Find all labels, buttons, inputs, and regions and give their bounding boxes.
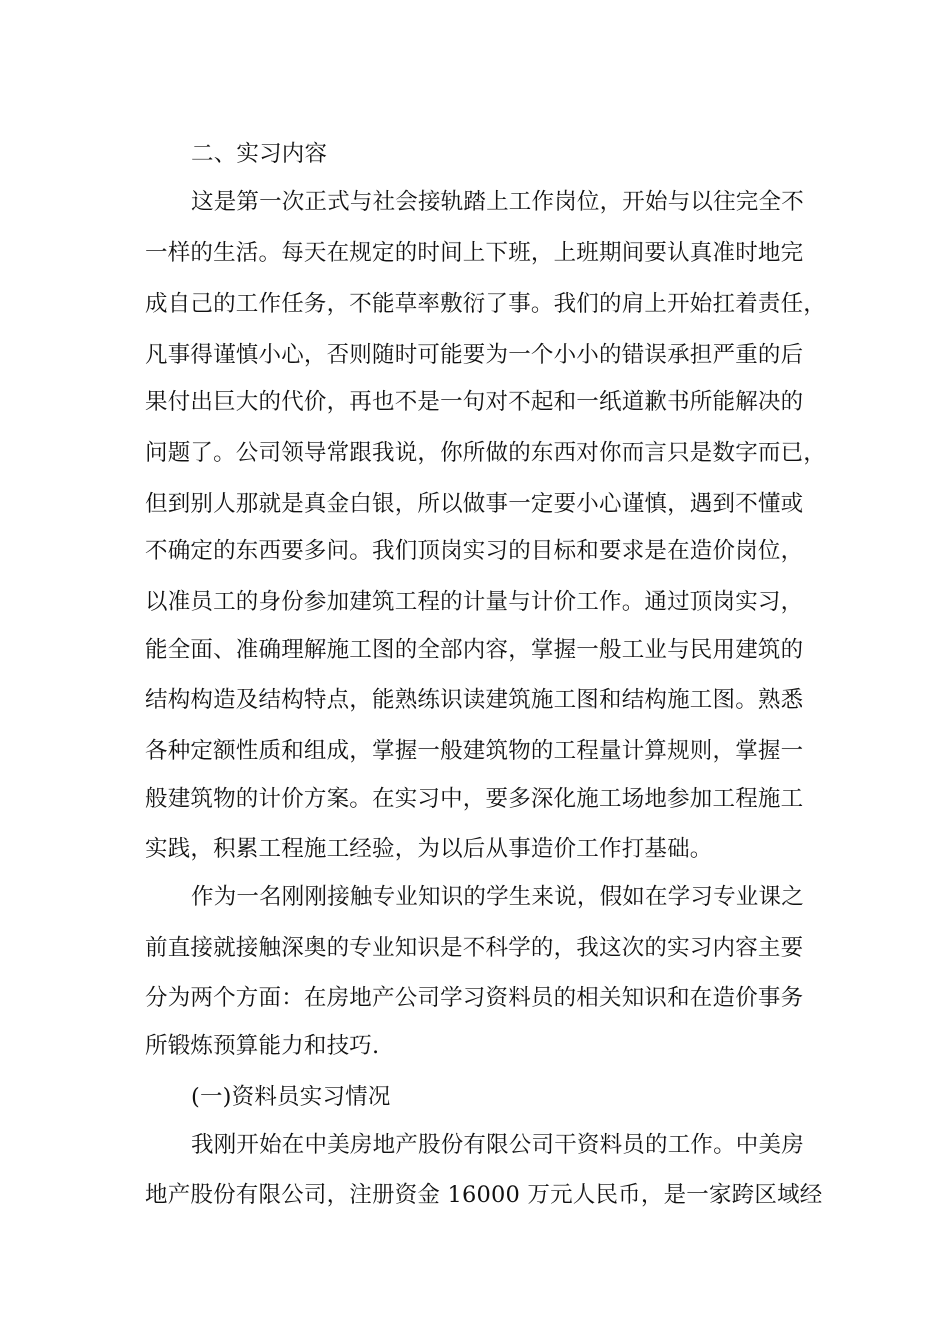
paragraph-line: 地产股份有限公司，注册资金 16000 万元人民币，是一家跨区域经 <box>145 1182 823 1208</box>
paragraph-line: 问题了。公司领导常跟我说，你所做的东西对你而言只是数字而已， <box>145 440 827 466</box>
paragraph-line: 果付出巨大的代价，再也不是一句对不起和一纸道歉书所能解决的 <box>145 389 804 415</box>
paragraph-line: 前直接就接触深奥的专业知识是不科学的，我这次的实习内容主要 <box>145 935 804 961</box>
paragraph-line: 能全面、准确理解施工图的全部内容，掌握一般工业与民用建筑的 <box>145 637 804 663</box>
paragraph-line: 不确定的东西要多问。我们顶岗实习的目标和要求是在造价岗位， <box>145 538 804 564</box>
paragraph-line: 凡事得谨慎小心，否则随时可能要为一个小小的错误承担严重的后 <box>145 342 804 368</box>
paragraph-line: 所锻炼预算能力和技巧. <box>145 1033 380 1059</box>
subsection-heading: (一)资料员实习情况 <box>191 1084 391 1110</box>
paragraph-line: 般建筑物的计价方案。在实习中，要多深化施工场地参加工程施工 <box>145 786 804 812</box>
paragraph-line: 我刚开始在中美房地产股份有限公司干资料员的工作。中美房 <box>191 1132 804 1158</box>
paragraph-line: 结构构造及结构特点，能熟练识读建筑施工图和结构施工图。熟悉 <box>145 687 804 713</box>
paragraph-line: 实践，积累工程施工经验，为以后从事造价工作打基础。 <box>145 836 713 862</box>
paragraph-line: 成自己的工作任务，不能草率敷衍了事。我们的肩上开始扛着责任， <box>145 291 827 317</box>
paragraph-line: 各种定额性质和组成，掌握一般建筑物的工程量计算规则，掌握一 <box>145 738 804 764</box>
paragraph-line: 这是第一次正式与社会接轨踏上工作岗位，开始与以往完全不 <box>191 189 804 215</box>
paragraph-line: 分为两个方面：在房地产公司学习资料员的相关知识和在造价事务 <box>145 985 804 1011</box>
paragraph-line: 一样的生活。每天在规定的时间上下班，上班期间要认真准时地完 <box>145 240 804 266</box>
paragraph-line: 以准员工的身份参加建筑工程的计量与计价工作。通过顶岗实习， <box>145 589 804 615</box>
section-heading: 二、实习内容 <box>191 141 328 167</box>
paragraph-line: 但到别人那就是真金白银，所以做事一定要小心谨慎，遇到不懂或 <box>145 491 804 517</box>
paragraph-line: 作为一名刚刚接触专业知识的学生来说，假如在学习专业课之 <box>191 884 804 910</box>
